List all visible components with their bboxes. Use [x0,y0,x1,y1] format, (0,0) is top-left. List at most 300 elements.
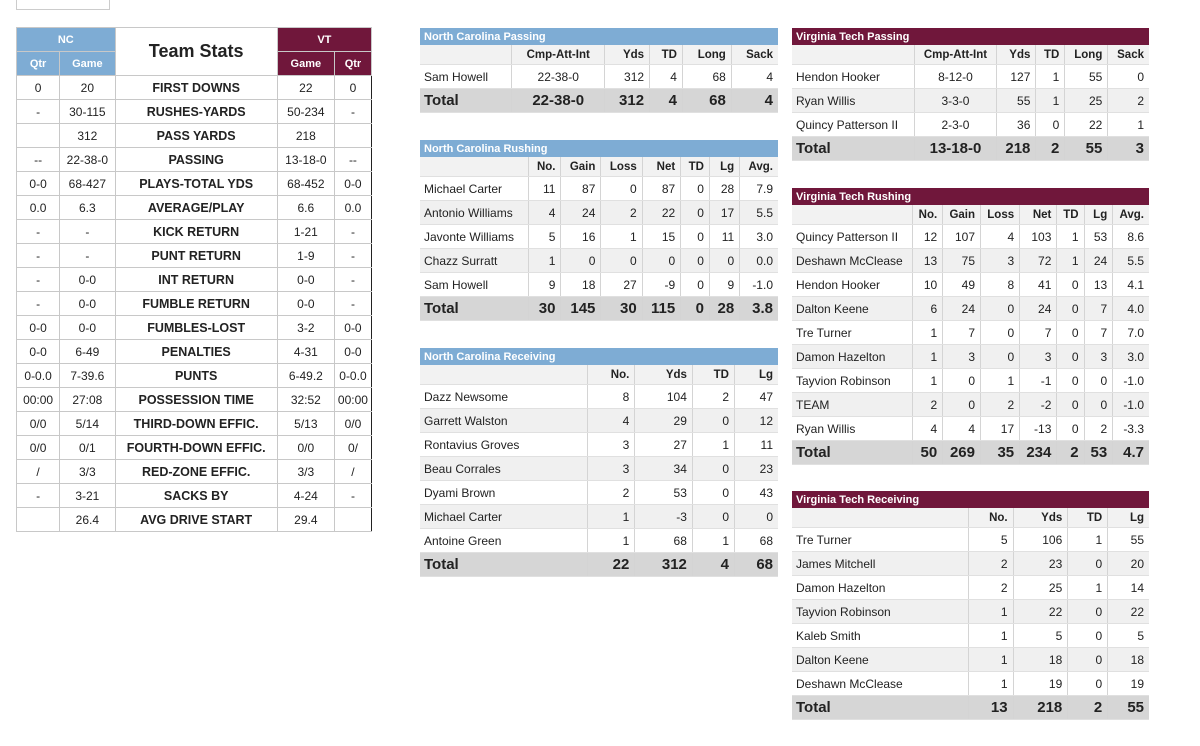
stat-value: 1 [1108,113,1149,137]
stat-value: 127 [996,65,1036,89]
vt-qtr-value: 0-0 [334,316,371,340]
nc-qtr-value: - [17,244,60,268]
total-label: Total [792,441,912,465]
stat-value: 0 [735,505,779,529]
stat-label: PENALTIES [115,340,277,364]
stat-value: 4 [981,225,1020,249]
total-value: 55 [1108,696,1149,720]
column-header-row [792,508,1149,528]
stat-label: THIRD-DOWN EFFIC. [115,412,277,436]
team-stat-row [17,268,372,292]
vt-qtr-value [334,508,371,532]
stat-value: -1.0 [1113,393,1149,417]
vt-team-header: VT [277,28,371,52]
stat-value: 41 [1020,273,1057,297]
column-header: Gain [561,157,601,177]
stat-value: 1 [968,600,1013,624]
total-value: 53 [1084,441,1113,465]
stat-value: 8 [981,273,1020,297]
nc-qtr-value [17,124,60,148]
total-value: 2 [1057,441,1084,465]
player-row [792,552,1149,576]
stat-value: 0 [981,297,1020,321]
team-stat-row [17,148,372,172]
vt-game-value: 6-49.2 [277,364,334,388]
player-row [420,177,778,201]
stat-value: 2 [692,385,734,409]
stat-value: 0 [1036,113,1065,137]
nc-qtr-value: 0/0 [17,436,60,460]
stat-label: PASS YARDS [115,124,277,148]
stat-value: 1 [912,321,943,345]
player-name: Chazz Surratt [420,249,529,273]
stat-value: 9 [709,273,739,297]
team-stat-row [17,460,372,484]
stat-label: AVERAGE/PLAY [115,196,277,220]
stat-label: AVG DRIVE START [115,508,277,532]
vt-game-value: 1-21 [277,220,334,244]
total-label: Total [792,137,915,161]
total-value: 312 [635,553,693,577]
column-header: Avg. [1113,205,1149,225]
stat-value: 55 [1065,65,1108,89]
player-name: Damon Hazelton [792,576,968,600]
nc-qtr-value: 0.0 [17,196,60,220]
column-header: Yds [635,365,693,385]
vt-game-value: 6.6 [277,196,334,220]
player-row [792,273,1149,297]
stat-value: 0 [681,225,710,249]
column-header [420,45,512,65]
stat-value: 2 [1108,89,1149,113]
stat-value: 0 [1057,345,1084,369]
table-title: Virginia Tech Rushing [792,188,1149,205]
stat-value: 0 [1057,369,1084,393]
stat-value: 1 [1057,249,1084,273]
player-name: Hendon Hooker [792,65,915,89]
stat-value: 3 [588,457,635,481]
stat-value: 7 [1084,297,1113,321]
stat-value: 20 [1108,552,1149,576]
vt-game-value: 218 [277,124,334,148]
stat-value: 49 [943,273,981,297]
total-value: 218 [1013,696,1068,720]
stat-value: 3.0 [740,225,778,249]
player-row [420,249,778,273]
column-header: No. [529,157,561,177]
stat-value: 2 [968,576,1013,600]
column-header: Lg [1108,508,1149,528]
player-name: Javonte Williams [420,225,529,249]
total-label: Total [420,297,529,321]
stat-value: 0 [1068,672,1108,696]
team-stat-row [17,436,372,460]
player-row [792,672,1149,696]
player-name: Dyami Brown [420,481,588,505]
column-header: No. [912,205,943,225]
player-row [792,369,1149,393]
total-value: 35 [981,441,1020,465]
nc-qtr-value [17,508,60,532]
stat-value: 3 [588,433,635,457]
team-stat-row [17,316,372,340]
table-title-bar [792,188,1149,205]
total-value: 145 [561,297,601,321]
player-row [792,393,1149,417]
column-header: Long [682,45,731,65]
column-header: Net [1020,205,1057,225]
player-row [792,225,1149,249]
nc-game-value: 5/14 [60,412,115,436]
total-row [420,553,778,577]
stat-value: 3.0 [1113,345,1149,369]
vt-game-value: 32:52 [277,388,334,412]
player-row [420,65,778,89]
column-header: Yds [1013,508,1068,528]
total-value: 30 [529,297,561,321]
vt-game-value: 1-9 [277,244,334,268]
player-row [792,65,1149,89]
column-header [420,365,588,385]
player-name: Tayvion Robinson [792,369,912,393]
nc-game-value: 3/3 [60,460,115,484]
stat-value: 4 [650,65,683,89]
column-header: TD [1036,45,1065,65]
stat-value: 55 [996,89,1036,113]
player-name: Garrett Walston [420,409,588,433]
stat-value: 1 [529,249,561,273]
nc-qtr-header: Qtr [17,52,60,76]
stat-value: 0 [709,249,739,273]
total-value: 218 [996,137,1036,161]
stat-value: 4 [943,417,981,441]
player-name: Tre Turner [792,321,912,345]
stat-value: 103 [1020,225,1057,249]
stat-value: -1 [1020,369,1057,393]
stat-value: 5 [968,528,1013,552]
nc-game-value: 26.4 [60,508,115,532]
stat-label: KICK RETURN [115,220,277,244]
player-row [420,273,778,297]
stat-value: 27 [601,273,642,297]
vt-game-value: 0/0 [277,436,334,460]
nc-game-value: 0-0 [60,268,115,292]
stat-label: SACKS BY [115,484,277,508]
stat-value: 1 [912,345,943,369]
stat-value: 5.5 [740,201,778,225]
stat-value: 0 [681,201,710,225]
column-header-row [420,365,778,385]
player-name: Hendon Hooker [792,273,912,297]
stat-label: RUSHES-YARDS [115,100,277,124]
column-header: Lg [735,365,779,385]
stat-value: 17 [709,201,739,225]
column-header: Lg [1084,205,1113,225]
team-stat-row [17,100,372,124]
stat-value: 5 [529,225,561,249]
stat-value: 3 [1084,345,1113,369]
stat-value: 0 [642,249,680,273]
stat-value: 2 [601,201,642,225]
total-value: 28 [709,297,739,321]
stat-value: 14 [1108,576,1149,600]
stat-value: 13 [1084,273,1113,297]
nc-passing-table [420,28,778,113]
stat-value: 1 [1036,65,1065,89]
vt-qtr-value: -- [334,148,371,172]
stat-value: 23 [735,457,779,481]
stat-label: POSSESSION TIME [115,388,277,412]
column-header: No. [588,365,635,385]
stat-value: 0 [692,505,734,529]
stat-value: 5.5 [1113,249,1149,273]
stat-value: 0 [1084,369,1113,393]
vt-qtr-value: 0/ [334,436,371,460]
table-title: North Carolina Rushing [420,140,778,157]
stat-value: 4 [912,417,943,441]
team-stats-title: Team Stats [115,28,277,76]
stat-label: INT RETURN [115,268,277,292]
nc-game-value: 0-0 [60,316,115,340]
player-row [792,624,1149,648]
stat-value: 87 [561,177,601,201]
column-header: Loss [981,205,1020,225]
team-stats-table [16,27,372,532]
column-header: Cmp-Att-Int [915,45,997,65]
column-header: Yds [605,45,650,65]
stat-value: 8 [588,385,635,409]
player-name: Antonio Williams [420,201,529,225]
column-header: Gain [943,205,981,225]
player-name: Beau Corrales [420,457,588,481]
total-value: 4 [692,553,734,577]
stat-value: 5 [1108,624,1149,648]
stat-value: 24 [1084,249,1113,273]
player-row [792,113,1149,137]
vt-game-value: 13-18-0 [277,148,334,172]
stat-value: 2 [1084,417,1113,441]
stat-value: 8-12-0 [915,65,997,89]
vt-qtr-value: - [334,484,371,508]
stat-value: 2 [588,481,635,505]
nc-game-value: 68-427 [60,172,115,196]
total-value: 234 [1020,441,1057,465]
nc-qtr-value: / [17,460,60,484]
nc-team-header: NC [17,28,116,52]
total-row [792,441,1149,465]
player-name: Dalton Keene [792,297,912,321]
total-row [792,137,1149,161]
stat-value: 1 [968,624,1013,648]
stat-value: 2 [981,393,1020,417]
stat-value: 1 [968,672,1013,696]
nc-game-value: 7-39.6 [60,364,115,388]
stat-value: 0 [692,409,734,433]
table-title-bar [792,28,1149,45]
nc-qtr-value: 00:00 [17,388,60,412]
total-value: 269 [943,441,981,465]
stat-value: 34 [635,457,693,481]
stat-value: 7 [1084,321,1113,345]
player-name: Deshawn McClease [792,672,968,696]
nc-game-value: - [60,244,115,268]
total-value: 2 [1036,137,1065,161]
team-stat-row [17,292,372,316]
column-header: Yds [996,45,1036,65]
stat-value: 1 [692,529,734,553]
team-stat-row [17,508,372,532]
stat-value: 3 [981,249,1020,273]
stat-value: 68 [735,529,779,553]
vt-qtr-value: 0-0 [334,340,371,364]
vt-passing-table [792,28,1149,161]
player-name: Quincy Patterson II [792,113,915,137]
stat-value: 28 [709,177,739,201]
vt-game-value: 3-2 [277,316,334,340]
stat-value: 0 [1084,393,1113,417]
vt-rushing-table [792,188,1149,465]
player-row [420,409,778,433]
stat-value: 104 [635,385,693,409]
stat-value: 0 [981,321,1020,345]
stat-value: 0.0 [740,249,778,273]
stat-value: 7.9 [740,177,778,201]
vt-game-value: 0-0 [277,268,334,292]
total-value: 50 [912,441,943,465]
nc-game-value: 30-115 [60,100,115,124]
team-stat-row [17,412,372,436]
stat-value: 47 [735,385,779,409]
stat-value: 2-3-0 [915,113,997,137]
nc-qtr-value: 0 [17,76,60,100]
column-header: Cmp-Att-Int [512,45,605,65]
nc-qtr-value: 0-0.0 [17,364,60,388]
stat-label: FOURTH-DOWN EFFIC. [115,436,277,460]
stat-label: PUNTS [115,364,277,388]
column-header: Loss [601,157,642,177]
player-row [792,528,1149,552]
stat-value: 11 [709,225,739,249]
player-row [420,529,778,553]
team-stat-row [17,244,372,268]
total-value: 22 [588,553,635,577]
stat-value: 0 [1068,648,1108,672]
column-header: Avg. [740,157,778,177]
stat-value: 0 [681,249,710,273]
stat-value: 22-38-0 [512,65,605,89]
player-name: TEAM [792,393,912,417]
column-header-row [420,157,778,177]
stat-value: 1 [1068,576,1108,600]
stat-value: 0 [681,273,710,297]
stat-value: 0 [1057,321,1084,345]
nc-game-value: 6.3 [60,196,115,220]
stat-value: 22 [1013,600,1068,624]
stat-value: 72 [1020,249,1057,273]
column-header: TD [650,45,683,65]
table-title-bar [420,28,778,45]
stat-value: 1 [588,505,635,529]
stat-value: 0 [601,249,642,273]
sheet-tab[interactable] [16,0,110,10]
team-stat-row [17,220,372,244]
stat-value: 24 [943,297,981,321]
player-row [792,600,1149,624]
vt-game-header: Game [277,52,334,76]
stat-value: 12 [912,225,943,249]
nc-qtr-value: 0/0 [17,412,60,436]
stat-value: 1 [601,225,642,249]
vt-qtr-value [334,124,371,148]
column-header [792,508,968,528]
stat-value: 106 [1013,528,1068,552]
player-row [792,576,1149,600]
stat-value: 0 [943,393,981,417]
column-header: No. [968,508,1013,528]
player-name: Tre Turner [792,528,968,552]
stat-value: 11 [529,177,561,201]
player-row [420,225,778,249]
stat-value: 27 [635,433,693,457]
stat-value: 43 [735,481,779,505]
stat-value: 0 [1068,600,1108,624]
vt-game-value: 68-452 [277,172,334,196]
nc-qtr-value: 0-0 [17,340,60,364]
stat-value: 4.1 [1113,273,1149,297]
column-header: Sack [1108,45,1149,65]
team-stat-row [17,124,372,148]
stat-label: FIRST DOWNS [115,76,277,100]
stat-value: -1.0 [740,273,778,297]
vt-game-value: 22 [277,76,334,100]
stat-label: RED-ZONE EFFIC. [115,460,277,484]
vt-game-value: 3/3 [277,460,334,484]
total-value: 55 [1065,137,1108,161]
player-row [420,457,778,481]
table-title: Virginia Tech Passing [792,28,1149,45]
stat-value: 3 [1020,345,1057,369]
stat-value: 6 [912,297,943,321]
stat-value: 3-3-0 [915,89,997,113]
vt-game-value: 4-24 [277,484,334,508]
total-value: 68 [735,553,779,577]
total-value: 4 [731,89,778,113]
total-value: 4.7 [1113,441,1149,465]
vt-qtr-value: - [334,244,371,268]
vt-qtr-value: 0/0 [334,412,371,436]
player-name: Damon Hazelton [792,345,912,369]
team-stat-row [17,364,372,388]
player-name: Deshawn McClease [792,249,912,273]
stat-value: 3 [943,345,981,369]
nc-game-value: 0-0 [60,292,115,316]
nc-game-value: - [60,220,115,244]
stat-value: 0 [1108,65,1149,89]
nc-qtr-value: 0-0 [17,316,60,340]
column-header-row [420,45,778,65]
vt-qtr-value: - [334,268,371,292]
stat-value: 1 [1036,89,1065,113]
stat-value: 0 [692,481,734,505]
player-name: Dalton Keene [792,648,968,672]
total-value: 22-38-0 [512,89,605,113]
nc-game-value: 6-49 [60,340,115,364]
vt-qtr-value: 0 [334,76,371,100]
column-header-row [792,45,1149,65]
stat-value: -3.3 [1113,417,1149,441]
stat-value: 68 [682,65,731,89]
player-name: Ryan Willis [792,89,915,113]
